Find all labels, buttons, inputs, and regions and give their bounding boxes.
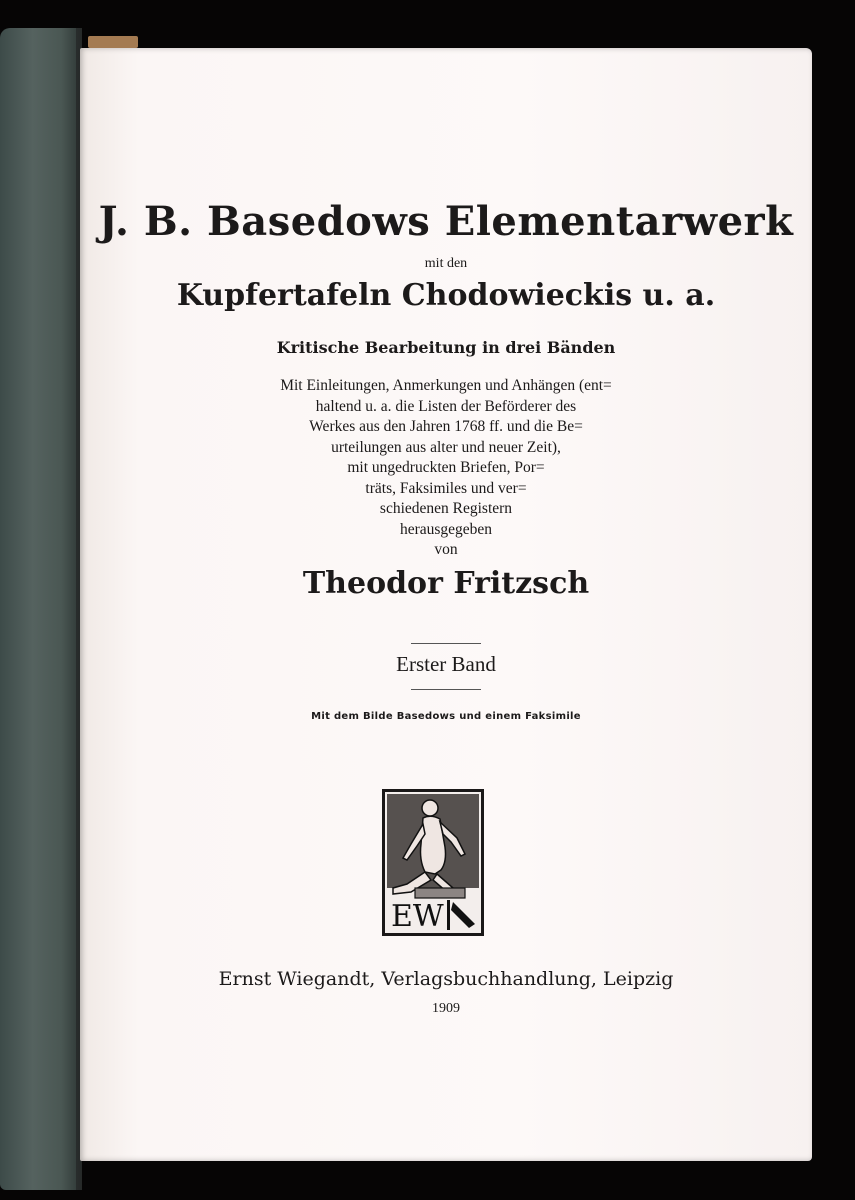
illustration-note: Mit dem Bilde Basedows und einem Faksimile [311, 711, 581, 722]
divider-bottom [411, 689, 481, 690]
book-headband [88, 36, 138, 48]
publication-year: 1909 [432, 1001, 460, 1016]
description-line: schiedenen Registern [379, 500, 513, 517]
description-block [80, 376, 812, 561]
description-line: träts, Faksimiles und ver= [365, 479, 527, 497]
edition-note: Kritische Bearbeitung in drei Bänden [276, 338, 616, 357]
title-connector: mit den [424, 256, 468, 271]
editor-name: Theodor Fritzsch [302, 566, 590, 601]
book-title: J. B. Basedows Elementarwerk [98, 198, 794, 245]
logo-monogram: EW [391, 899, 444, 933]
title-page [80, 48, 812, 1161]
publisher-logo [382, 789, 484, 936]
description-line: haltend u. a. die Listen der Beförderer des [315, 397, 577, 415]
description-line: Werkes aus den Jahren 1768 ff. und die Be= [309, 418, 583, 435]
description-line: mit ungedruckten Briefen, Por= [347, 459, 545, 476]
description-line: urteilungen aus alter und neuer Zeit), [331, 438, 561, 456]
book-subtitle: Kupfertafeln Chodowieckis u. a. [176, 278, 716, 313]
description-line: herausgegeben [399, 520, 493, 538]
seated-figure-icon [385, 792, 481, 933]
divider-top [411, 643, 481, 644]
volume-label: Erster Band [396, 652, 496, 676]
book-cover-edge [0, 28, 82, 1190]
description-line: Mit Einleitungen, Anmerkungen und Anhängen (ent= [280, 377, 612, 394]
description-line: von [434, 541, 458, 558]
publisher-line: Ernst Wiegandt, Verlagsbuchhandlung, Leipzig [218, 968, 674, 990]
